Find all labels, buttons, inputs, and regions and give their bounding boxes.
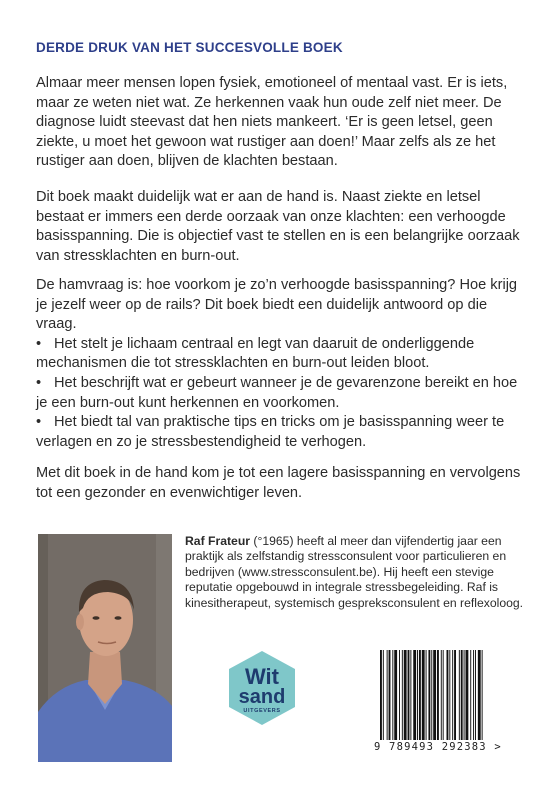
barcode-bar [404, 650, 407, 740]
barcode-bar [383, 650, 384, 740]
barcode-bar [443, 650, 444, 740]
barcode-bar [394, 650, 397, 740]
explanation-paragraph [36, 188, 526, 266]
barcode-bar [452, 650, 453, 740]
barcode-bar [419, 650, 421, 740]
list-item-text: Het stelt je lichaam centraal en legt van daaruit de onderliggende mechanismen die tot stressklachten en burn-out leiden bloot. [36, 335, 475, 372]
barcode-bar [473, 650, 474, 740]
barcode-bar [422, 650, 425, 740]
barcode-bar [482, 650, 483, 740]
isbn-barcode [378, 650, 526, 740]
publisher-logo [224, 650, 300, 726]
isbn-digits: 9 789493 292383 > [374, 741, 502, 753]
author-bio-text: (°1965) heeft al meer dan vijfendertig jaar een praktijk als zelfstandig stressconsulent voor particulieren en bedrijven (www.stressconsulent.be). Hij heeft een stevige reputatie opgebouwd in integrale stressbegeleiding. Raf is kinesitherapeut, systemisch gespreksconsulent en reflexoloog. [185, 534, 524, 610]
closing-paragraph [36, 464, 526, 503]
bullet-icon: • [36, 374, 42, 391]
barcode-bar [437, 650, 439, 740]
barcode-bar [417, 650, 418, 740]
paragraph-text: De hamvraag is: hoe voorkom je zo’n verhoogde basisspanning? Hoe krijg je jezelf weer op de rails? Dit boek biedt een duidelijk antwoord op die vraag. [36, 277, 518, 333]
barcode-bar [441, 650, 442, 740]
cover-heading: DERDE DRUK VAN HET SUCCESVOLLE BOEK [36, 40, 343, 55]
author-photo [38, 534, 172, 762]
list-item [36, 413, 526, 452]
bullet-icon: • [36, 414, 42, 431]
barcode-bar [449, 650, 450, 740]
list-item [36, 335, 526, 374]
barcode-bar [426, 650, 427, 740]
author-portrait-illustration [38, 534, 172, 762]
list-item [36, 374, 526, 413]
author-name: Raf Frateur [185, 534, 251, 548]
barcode-bar [461, 650, 463, 740]
logo-word-2: sand [238, 686, 286, 708]
author-bio [185, 534, 525, 611]
barcode-bar [413, 650, 416, 740]
barcode-bar [470, 650, 471, 740]
barcode-bar [433, 650, 436, 740]
barcode-bar [387, 650, 388, 740]
publisher-badge-icon [224, 650, 300, 726]
paragraph-text: Almaar meer mensen lopen fysiek, emotioneel of mentaal vast. Er is iets, maar ze weten niet wat. Ze herkennen vaak hun oude zelf niet meer. De diagnose luidt steevast dat hen niets mankeert. ‘Er is geen letsel, geen ziekte, u moet het gewoon wat rustiger aan doen!’ Maar zelfs als ze het rustiger aan doen, blijven de klachten bestaan. [36, 75, 508, 170]
paragraph-text: Met dit boek in de hand kom je tot een lagere basisspanning en vervolgens tot een gezonder en evenwichtiger leven. [36, 465, 521, 501]
barcode-bar [447, 650, 449, 740]
barcode-bar [399, 650, 400, 740]
barcode-bar [464, 650, 465, 740]
barcode-bar [431, 650, 432, 740]
barcode-bar [392, 650, 393, 740]
bullet-icon: • [36, 335, 42, 352]
barcode-bar [389, 650, 391, 740]
barcode-bar [380, 650, 382, 740]
paragraph-text: Dit boek maakt duidelijk wat er aan de hand is. Naast ziekte en letsel bestaat er immers een derde oorzaak van onze klachten: een verhoogde basisspanning. Die is objectief vast te stellen en is een belangrijke oorzaak van stressklachten en burn-out. [36, 189, 520, 264]
barcode-bar [459, 650, 460, 740]
logo-word-3: UITGEVERS [243, 708, 281, 714]
barcode-bar [466, 650, 469, 740]
bullet-list [36, 335, 526, 453]
logo-word-1: Wit [244, 664, 280, 689]
barcode-bar [410, 650, 411, 740]
barcode-bar [408, 650, 410, 740]
barcode-bar [454, 650, 456, 740]
list-item-text: Het beschrijft wat er gebeurt wanneer je de gevarenzone bereikt en hoe je een burn-out kunt herkennen en voorkomen. [36, 374, 518, 411]
barcode-bar [402, 650, 403, 740]
key-question-section [36, 276, 526, 452]
barcode-bar [478, 650, 481, 740]
barcode-bar [475, 650, 476, 740]
intro-paragraph [36, 74, 526, 172]
barcode-bar [428, 650, 430, 740]
list-item-text: Het biedt tal van praktische tips en tricks om je basisspanning weer te verlagen en zo je stressbestendigheid te verhogen. [36, 414, 505, 450]
